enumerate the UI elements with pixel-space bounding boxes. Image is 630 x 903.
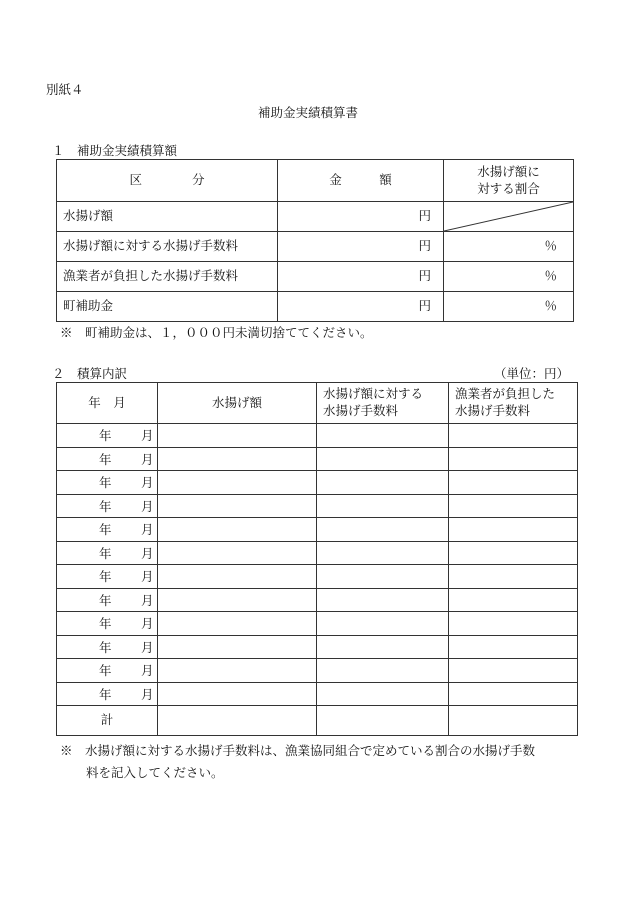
yearmonth-cell[interactable] <box>57 565 158 589</box>
header-borne <box>449 383 578 424</box>
row-pct[interactable]: ％ <box>444 262 574 292</box>
borne-cell[interactable] <box>449 447 578 471</box>
landing-cell[interactable] <box>158 612 317 636</box>
year-label: 年 <box>99 522 112 537</box>
section1-heading: １ 補助金実績積算額 <box>52 143 178 158</box>
month-label: 月 <box>141 522 154 537</box>
month-label: 月 <box>141 616 154 631</box>
year-label: 年 <box>99 451 112 467</box>
row-pct[interactable]: ％ <box>444 232 574 262</box>
header-fee <box>317 383 449 424</box>
borne-cell[interactable] <box>449 565 578 589</box>
yearmonth-cell[interactable] <box>57 494 158 518</box>
month-label: 月 <box>141 663 154 678</box>
borne-cell[interactable] <box>449 424 578 448</box>
month-label: 月 <box>141 592 154 608</box>
row-label: 水揚げ額 <box>57 202 278 232</box>
year-label: 年 <box>99 545 112 561</box>
header-ratio <box>444 160 574 202</box>
fee-cell[interactable] <box>317 659 449 683</box>
yearmonth-cell[interactable] <box>57 424 158 448</box>
row-pct[interactable]: ％ <box>444 292 574 322</box>
diagonal-line <box>444 202 573 231</box>
row-unit[interactable]: 円 <box>278 202 444 232</box>
landing-cell[interactable] <box>158 494 317 518</box>
month-row <box>57 659 578 683</box>
month-row <box>57 494 578 518</box>
section2-note-line2: 料を記入してください。 <box>86 765 224 780</box>
total-label: 計 <box>57 706 158 736</box>
landing-cell[interactable] <box>158 518 317 542</box>
month-label: 月 <box>141 451 154 467</box>
row-unit[interactable]: 円 <box>278 262 444 292</box>
landing-cell[interactable] <box>158 541 317 565</box>
borne-cell[interactable] <box>449 612 578 636</box>
month-label: 月 <box>141 428 154 443</box>
breakdown-header-row <box>57 383 578 424</box>
summary-row-fee <box>57 232 574 262</box>
year-label: 年 <box>99 475 112 490</box>
yearmonth-cell[interactable] <box>57 588 158 612</box>
fee-cell[interactable] <box>317 682 449 706</box>
header-fee-line1: 水揚げ額に対する <box>323 386 424 402</box>
annex-label: 別紙４ <box>46 82 84 97</box>
yearmonth-cell[interactable] <box>57 682 158 706</box>
month-label: 月 <box>141 569 154 584</box>
year-label: 年 <box>99 569 112 584</box>
row-ratio-na <box>444 202 574 232</box>
fee-cell[interactable] <box>317 588 449 612</box>
summary-row-borne <box>57 262 574 292</box>
row-unit[interactable]: 円 <box>278 232 444 262</box>
summary-header-row <box>57 160 574 202</box>
header-ratio-line1: 水揚げ額に <box>477 163 540 179</box>
fee-cell[interactable] <box>317 518 449 542</box>
year-label: 年 <box>99 428 112 443</box>
month-row <box>57 588 578 612</box>
fee-cell[interactable] <box>317 612 449 636</box>
month-label: 月 <box>141 686 154 702</box>
header-amount: 金 額 <box>278 160 444 202</box>
yearmonth-cell[interactable] <box>57 612 158 636</box>
document-title: 補助金実績積算書 <box>258 105 359 120</box>
borne-cell[interactable] <box>449 682 578 706</box>
header-category: 区 分 <box>57 160 278 202</box>
summary-row-subsidy <box>57 292 574 322</box>
landing-cell[interactable] <box>158 682 317 706</box>
total-borne-cell[interactable] <box>449 706 578 736</box>
breakdown-table <box>56 382 578 736</box>
borne-cell[interactable] <box>449 541 578 565</box>
header-borne-line2: 水揚げ手数料 <box>455 403 531 418</box>
month-row <box>57 612 578 636</box>
total-landing-cell[interactable] <box>158 706 317 736</box>
yearmonth-cell[interactable] <box>57 447 158 471</box>
section2-heading: ２ 積算内訳 <box>52 366 128 381</box>
borne-cell[interactable] <box>449 635 578 659</box>
borne-cell[interactable] <box>449 471 578 495</box>
header-landing: 水揚げ額 <box>158 383 317 424</box>
landing-cell[interactable] <box>158 424 317 448</box>
month-row <box>57 565 578 589</box>
row-unit[interactable]: 円 <box>278 292 444 322</box>
fee-cell[interactable] <box>317 635 449 659</box>
landing-cell[interactable] <box>158 659 317 683</box>
total-row <box>57 706 578 736</box>
month-row <box>57 447 578 471</box>
landing-cell[interactable] <box>158 565 317 589</box>
year-label: 年 <box>99 686 112 702</box>
header-fee-line2: 水揚げ手数料 <box>323 403 399 418</box>
header-ratio-line2: 対する割合 <box>477 180 540 196</box>
month-row <box>57 518 578 542</box>
month-label: 月 <box>141 475 154 490</box>
borne-cell[interactable] <box>449 659 578 683</box>
month-row <box>57 471 578 495</box>
month-row <box>57 541 578 565</box>
summary-row-landing <box>57 202 574 232</box>
fee-cell[interactable] <box>317 447 449 471</box>
header-yearmonth: 年 月 <box>57 383 158 424</box>
month-row <box>57 682 578 706</box>
month-label: 月 <box>141 498 154 514</box>
yearmonth-cell[interactable] <box>57 659 158 683</box>
year-label: 年 <box>99 592 112 608</box>
year-label: 年 <box>99 639 112 655</box>
fee-cell[interactable] <box>317 494 449 518</box>
month-row <box>57 424 578 448</box>
fee-cell[interactable] <box>317 471 449 495</box>
yearmonth-cell[interactable] <box>57 518 158 542</box>
fee-cell[interactable] <box>317 424 449 448</box>
year-label: 年 <box>99 616 112 631</box>
borne-cell[interactable] <box>449 588 578 612</box>
month-label: 月 <box>141 545 154 561</box>
total-fee-cell[interactable] <box>317 706 449 736</box>
landing-cell[interactable] <box>158 447 317 471</box>
year-label: 年 <box>99 663 112 678</box>
landing-cell[interactable] <box>158 588 317 612</box>
landing-cell[interactable] <box>158 471 317 495</box>
yearmonth-cell[interactable] <box>57 635 158 659</box>
row-label: 漁業者が負担した水揚げ手数料 <box>57 262 278 292</box>
row-label: 水揚げ額に対する水揚げ手数料 <box>57 232 278 262</box>
borne-cell[interactable] <box>449 494 578 518</box>
unit-label: （単位：円） <box>494 366 570 381</box>
summary-table <box>56 159 574 322</box>
header-borne-line1: 漁業者が負担した <box>455 386 556 402</box>
year-label: 年 <box>99 498 112 514</box>
borne-cell[interactable] <box>449 518 578 542</box>
section1-note: ※ 町補助金は、１，０００円未満切捨ててください。 <box>60 325 373 340</box>
month-row <box>57 635 578 659</box>
yearmonth-cell[interactable] <box>57 541 158 565</box>
month-rows <box>57 424 578 706</box>
fee-cell[interactable] <box>317 541 449 565</box>
landing-cell[interactable] <box>158 635 317 659</box>
section2-note-line1: ※ 水揚げ額に対する水揚げ手数料は、漁業協同組合で定めている割合の水揚げ手数 <box>60 743 536 758</box>
month-label: 月 <box>141 639 154 655</box>
row-label: 町補助金 <box>57 292 278 322</box>
fee-cell[interactable] <box>317 565 449 589</box>
yearmonth-cell[interactable] <box>57 471 158 495</box>
